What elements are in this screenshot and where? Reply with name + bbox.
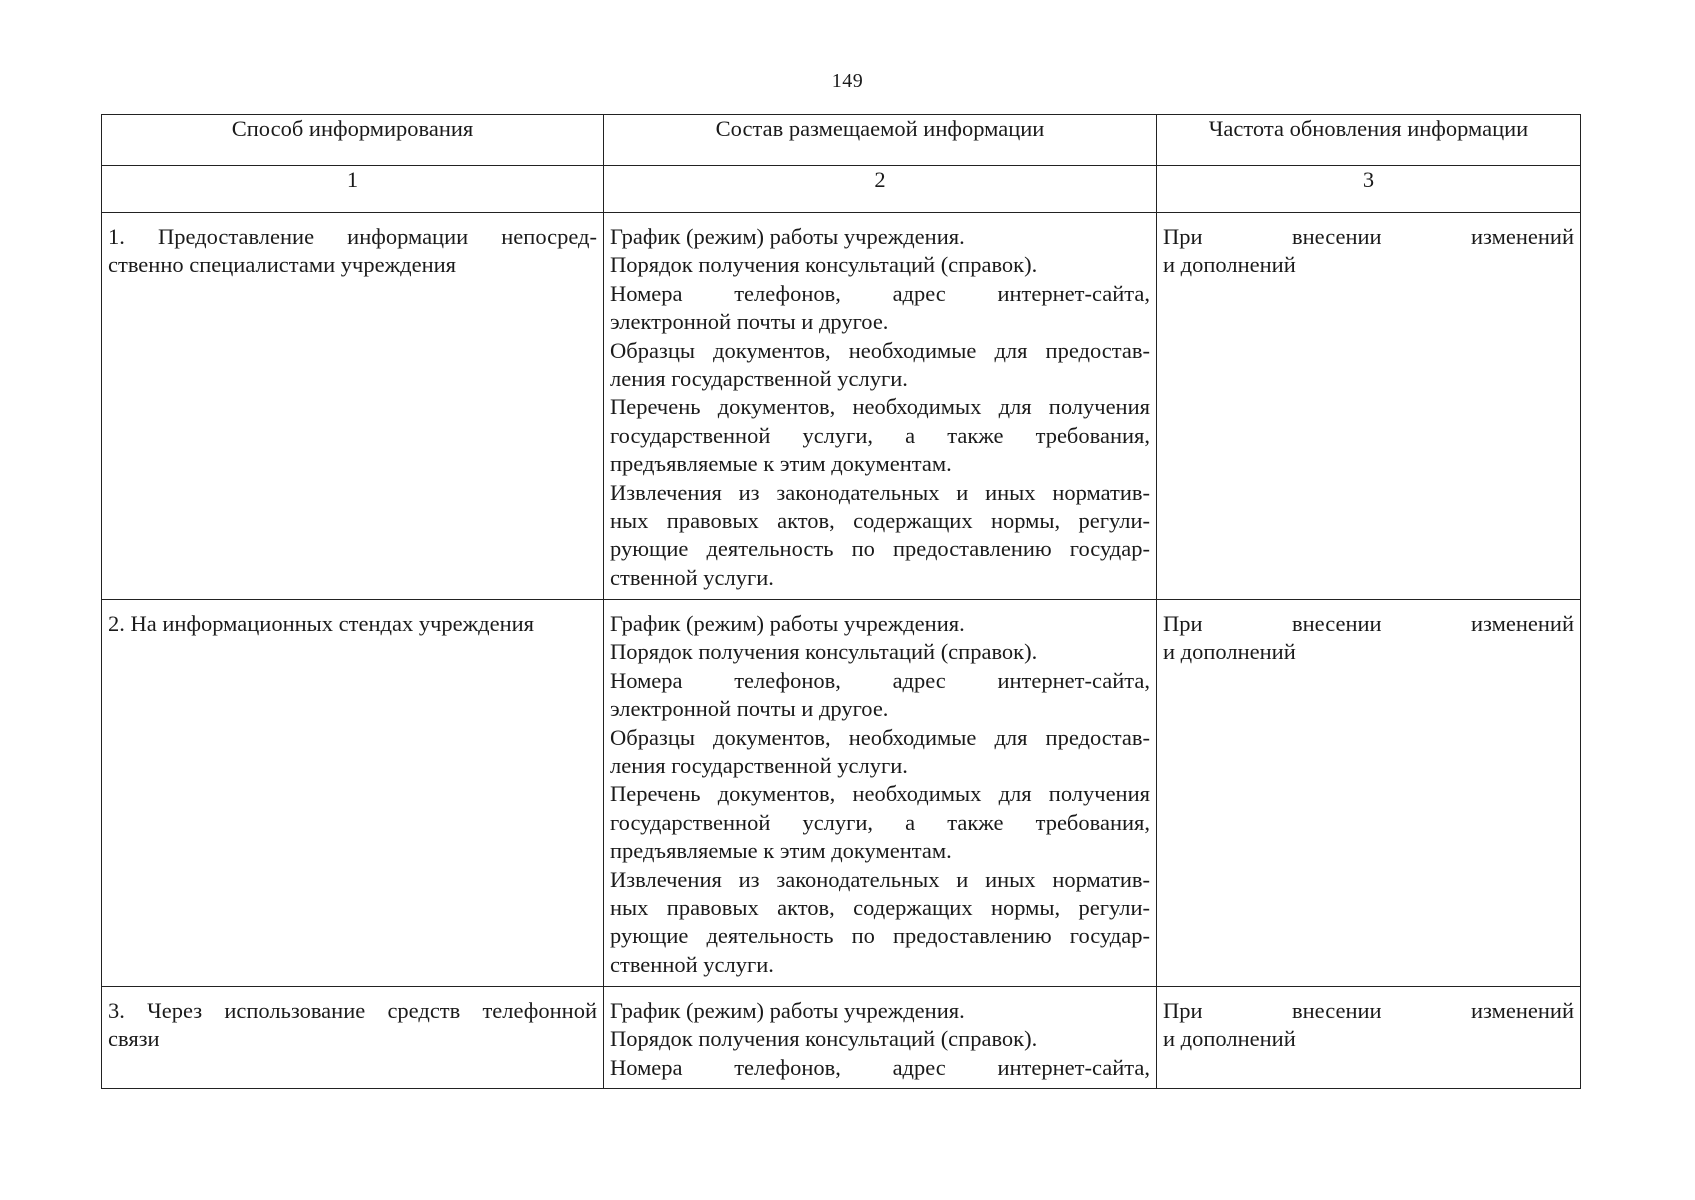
method-cell [102, 213, 604, 600]
content-line: Номера телефонов, адрес интернет-сайта, [610, 667, 1150, 693]
content-cell [604, 600, 1157, 987]
header-content: Состав размещаемой информации [604, 115, 1157, 166]
content-line: государственной услуги, а также требования, [610, 809, 1150, 835]
content-line: государственной услуги, а также требования, [610, 422, 1150, 448]
method-cell [102, 600, 604, 987]
method-line: 3. Через использование средств телефонной [108, 998, 597, 1023]
frequency-line: и дополнений [1163, 252, 1296, 278]
method-line: связи [108, 1026, 160, 1052]
column-number-3: 3 [1157, 166, 1581, 213]
method-line: 2. На информационных стендах учреждения [108, 611, 535, 636]
frequency-line: При внесении изменений [1163, 224, 1574, 249]
frequency-cell [1157, 213, 1581, 600]
content-line: ственной услуги. [610, 564, 774, 590]
content-line: ственной услуги. [610, 951, 774, 977]
content-cell [604, 987, 1157, 1089]
column-number-1: 1 [102, 166, 604, 213]
frequency-line: и дополнений [1163, 639, 1296, 665]
content-line: Извлечения из законодательных и иных норматив- [610, 479, 1150, 505]
information-table [101, 114, 1581, 1089]
header-frequency: Частота обновления информации [1157, 115, 1581, 166]
content-line: Порядок получения консультаций (справок). [610, 252, 1038, 278]
method-line: ственно специалистами учреждения [108, 252, 457, 278]
content-cell [604, 213, 1157, 600]
content-line: рующие деятельность по предоставлению государ- [610, 536, 1150, 562]
content-line: предъявляемые к этим документам. [610, 838, 952, 864]
header-method: Способ информирования [102, 115, 604, 166]
content-line: Перечень документов, необходимых для получения [610, 394, 1150, 420]
content-line: ных правовых актов, содержащих нормы, регули- [610, 508, 1150, 534]
method-line: 1. Предоставление информации непосред- [108, 224, 597, 249]
content-line: ления государственной услуги. [610, 366, 908, 392]
table-row [102, 987, 1581, 1089]
content-line: Порядок получения консультаций (справок). [610, 1026, 1038, 1052]
content-line: Образцы документов, необходимые для предостав- [610, 724, 1150, 750]
frequency-cell [1157, 600, 1581, 987]
content-line: ления государственной услуги. [610, 753, 908, 779]
column-number-row [102, 166, 1581, 213]
column-number-2: 2 [604, 166, 1157, 213]
content-line: электронной почты и другое. [610, 309, 889, 335]
frequency-line: При внесении изменений [1163, 998, 1574, 1023]
content-line: предъявляемые к этим документам. [610, 451, 952, 477]
content-line: График (режим) работы учреждения. [610, 998, 965, 1023]
content-line: Номера телефонов, адрес интернет-сайта, [610, 280, 1150, 306]
content-line: ных правовых актов, содержащих нормы, регули- [610, 895, 1150, 921]
frequency-cell [1157, 987, 1581, 1089]
frequency-line: При внесении изменений [1163, 611, 1574, 636]
table-header-row [102, 115, 1581, 166]
content-line: рующие деятельность по предоставлению государ- [610, 923, 1150, 949]
content-line: График (режим) работы учреждения. [610, 611, 965, 636]
method-cell [102, 987, 604, 1089]
content-line: электронной почты и другое. [610, 696, 889, 722]
content-line: Порядок получения консультаций (справок). [610, 639, 1038, 665]
content-line: Номера телефонов, адрес интернет-сайта, [610, 1054, 1150, 1080]
page-number: 149 [831, 70, 864, 92]
frequency-line: и дополнений [1163, 1026, 1296, 1052]
content-line: Образцы документов, необходимые для предостав- [610, 337, 1150, 363]
table-row [102, 213, 1581, 600]
table-row [102, 600, 1581, 987]
content-line: Извлечения из законодательных и иных норматив- [610, 866, 1150, 892]
content-line: График (режим) работы учреждения. [610, 224, 965, 249]
content-line: Перечень документов, необходимых для получения [610, 781, 1150, 807]
